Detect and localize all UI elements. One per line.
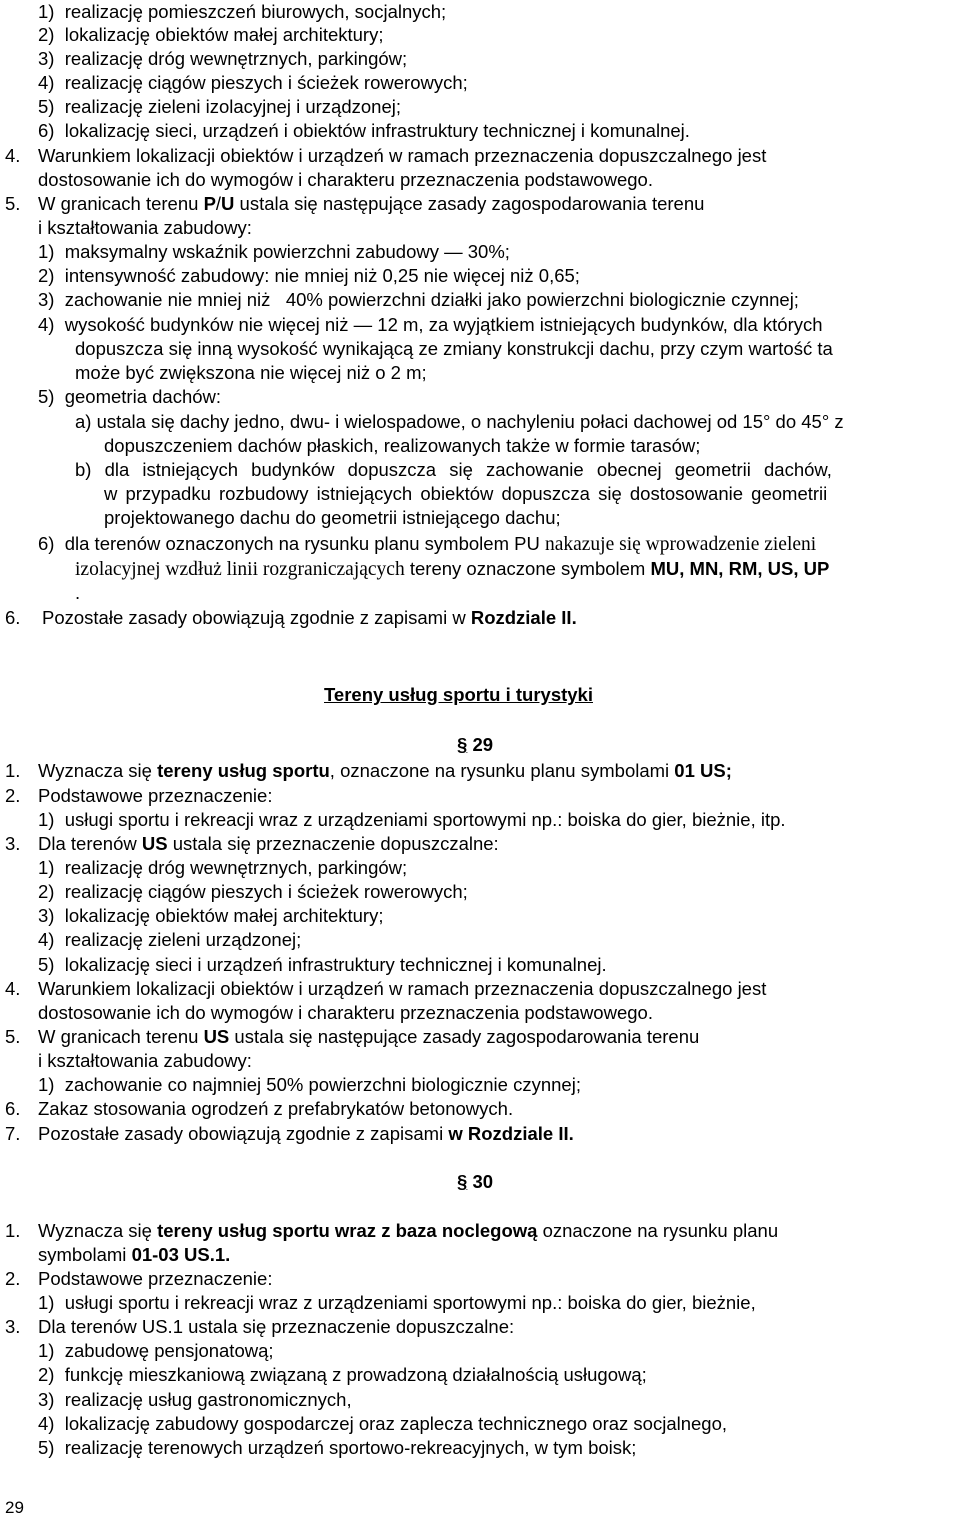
list-item: 2) lokalizację obiektów małej architektury; — [38, 24, 384, 45]
list-item: 3) zachowanie nie mniej niż 40% powierzchni działki jako powierzchni biologicznie czynnej; — [38, 289, 799, 310]
paragraph-number: 5. — [5, 193, 21, 214]
list-item: 1) maksymalny wskaźnik powierzchni zabudowy — 30%; — [38, 241, 510, 262]
list-item: 2) funkcję mieszkaniową związaną z prowadzoną działalnością usługową; — [38, 1364, 647, 1385]
paragraph-text: dostosowanie ich do wymogów i charakteru przeznaczenia podstawowego. — [38, 169, 653, 190]
paragraph-text: Warunkiem lokalizacji obiektów i urządzeń w ramach przeznaczenia dopuszczalnego jest — [38, 145, 767, 166]
sub-list-item-continuation: dopuszczeniem dachów płaskich, realizowanych także w formie tarasów; — [104, 435, 701, 456]
paragraph-number: 1. — [5, 1220, 21, 1241]
paragraph-text: Wyznacza się tereny usług sportu, oznaczone na rysunku planu symbolami 01 US; — [38, 760, 732, 781]
paragraph-text: Podstawowe przeznaczenie: — [38, 1268, 273, 1289]
list-item: 5) realizację zieleni izolacyjnej i urządzonej; — [38, 96, 401, 117]
list-item: 2) intensywność zabudowy: nie mniej niż 0,25 nie więcej niż 0,65; — [38, 265, 580, 286]
sub-list-item-continuation: w przypadku rozbudowy istniejących obiektów dopuszcza się dostosowanie geometrii — [104, 483, 828, 504]
paragraph-number: 2. — [5, 785, 21, 806]
list-item: 5) geometria dachów: — [38, 386, 222, 407]
list-item: 4) realizację zieleni urządzonej; — [38, 929, 302, 950]
page-number: 29 — [5, 1498, 24, 1517]
list-item: 4) realizację ciągów pieszych i ścieżek rowerowych; — [38, 72, 468, 93]
paragraph-number: 6. — [5, 1098, 21, 1119]
paragraph-text: W granicach terenu P/U ustala się następujące zasady zagospodarowania terenu — [38, 193, 705, 214]
list-item: 1) zachowanie co najmniej 50% powierzchni biologicznie czynnej; — [38, 1074, 581, 1095]
paragraph-text: Dla terenów US.1 ustala się przeznaczenie dopuszczalne: — [38, 1316, 515, 1337]
list-item: 1) realizację pomieszczeń biurowych, socjalnych; — [38, 1, 447, 22]
list-item: 4) wysokość budynków nie więcej niż — 12 m, za wyjątkiem istniejących budynków, dla których — [38, 314, 823, 335]
list-item: 5) lokalizację sieci i urządzeń infrastruktury technicznej i komunalnej. — [38, 954, 607, 975]
list-item: 3) lokalizację obiektów małej architektury; — [38, 905, 384, 926]
paragraph-number: 7. — [5, 1123, 21, 1144]
section-heading: Tereny usług sportu i turystyki — [324, 684, 593, 705]
paragraph-text: symbolami 01-03 US.1. — [38, 1244, 231, 1265]
paragraph-text: Pozostałe zasady obowiązują zgodnie z zapisami w Rozdziale II. — [42, 607, 577, 628]
paragraph-number: 6. — [5, 607, 21, 628]
list-item: 6) lokalizację sieci, urządzeń i obiektów infrastruktury technicznej i komunalnej. — [38, 120, 690, 141]
paragraph-number: 3. — [5, 1316, 21, 1337]
sub-list-item: b) dla istniejących budynków dopuszcza się zachowanie obecnej geometrii dachów, — [75, 459, 832, 480]
paragraph-number: 1. — [5, 760, 21, 781]
paragraph-text: Podstawowe przeznaczenie: — [38, 785, 273, 806]
paragraph-text: i kształtowania zabudowy: — [38, 1050, 252, 1071]
sub-list-item-continuation: projektowanego dachu do geometrii istniejącego dachu; — [104, 507, 561, 528]
paragraph-number: 4. — [5, 145, 21, 166]
paragraph-text: Wyznacza się tereny usług sportu wraz z baza noclegową oznaczone na rysunku planu — [38, 1220, 779, 1241]
sub-list-item: a) ustala się dachy jedno, dwu- i wielospadowe, o nachyleniu połaci dachowej od 15° do 45° z — [75, 411, 844, 432]
list-item: 4) lokalizację zabudowy gospodarczej oraz zaplecza technicznego oraz socjalnego, — [38, 1413, 728, 1434]
paragraph-text: Zakaz stosowania ogrodzeń z prefabrykatów betonowych. — [38, 1098, 514, 1119]
paragraph-number: 5. — [5, 1026, 21, 1047]
paragraph-text: i kształtowania zabudowy: — [38, 217, 252, 238]
list-item-continuation: może być zwiększona nie więcej niż o 2 m; — [75, 362, 427, 383]
list-item: 1) realizację dróg wewnętrznych, parkingów; — [38, 857, 408, 878]
section-mark: § 30 — [457, 1171, 494, 1192]
list-item: 1) usługi sportu i rekreacji wraz z urządzeniami sportowymi np.: boiska do gier, bieżnie, itp. — [38, 809, 786, 830]
list-item: 1) zabudowę pensjonatową; — [38, 1340, 274, 1361]
paragraph-text: dostosowanie ich do wymogów i charakteru przeznaczenia podstawowego. — [38, 1002, 653, 1023]
list-item-continuation: izolacyjnej wzdłuż linii rozgraniczających tereny oznaczone symbolem MU, MN, RM, US, UP — [75, 558, 830, 580]
section-mark: § 29 — [457, 734, 494, 755]
paragraph-text: Dla terenów US ustala się przeznaczenie dopuszczalne: — [38, 833, 499, 854]
paragraph-text: Warunkiem lokalizacji obiektów i urządzeń w ramach przeznaczenia dopuszczalnego jest — [38, 978, 767, 999]
paragraph-number: 4. — [5, 978, 21, 999]
paragraph-number: 3. — [5, 833, 21, 854]
list-item-continuation: . — [75, 582, 81, 603]
list-item: 5) realizację terenowych urządzeń sportowo-rekreacyjnych, w tym boisk; — [38, 1437, 637, 1458]
paragraph-text: W granicach terenu US ustala się następujące zasady zagospodarowania terenu — [38, 1026, 700, 1047]
list-item: 1) usługi sportu i rekreacji wraz z urządzeniami sportowymi np.: boiska do gier, bieżnie, — [38, 1292, 756, 1313]
list-item: 3) realizację dróg wewnętrznych, parkingów; — [38, 48, 408, 69]
list-item: 2) realizację ciągów pieszych i ścieżek rowerowych; — [38, 881, 468, 902]
list-item-continuation: dopuszcza się inną wysokość wynikającą ze zmiany konstrukcji dachu, przy czym wartość ta — [75, 338, 833, 359]
paragraph-number: 2. — [5, 1268, 21, 1289]
list-item: 6) dla terenów oznaczonych na rysunku planu symbolem PU nakazuje się wprowadzenie zieleni — [38, 533, 817, 555]
list-item: 3) realizację usług gastronomicznych, — [38, 1389, 352, 1410]
paragraph-text: Pozostałe zasady obowiązują zgodnie z zapisami w Rozdziale II. — [38, 1123, 574, 1144]
